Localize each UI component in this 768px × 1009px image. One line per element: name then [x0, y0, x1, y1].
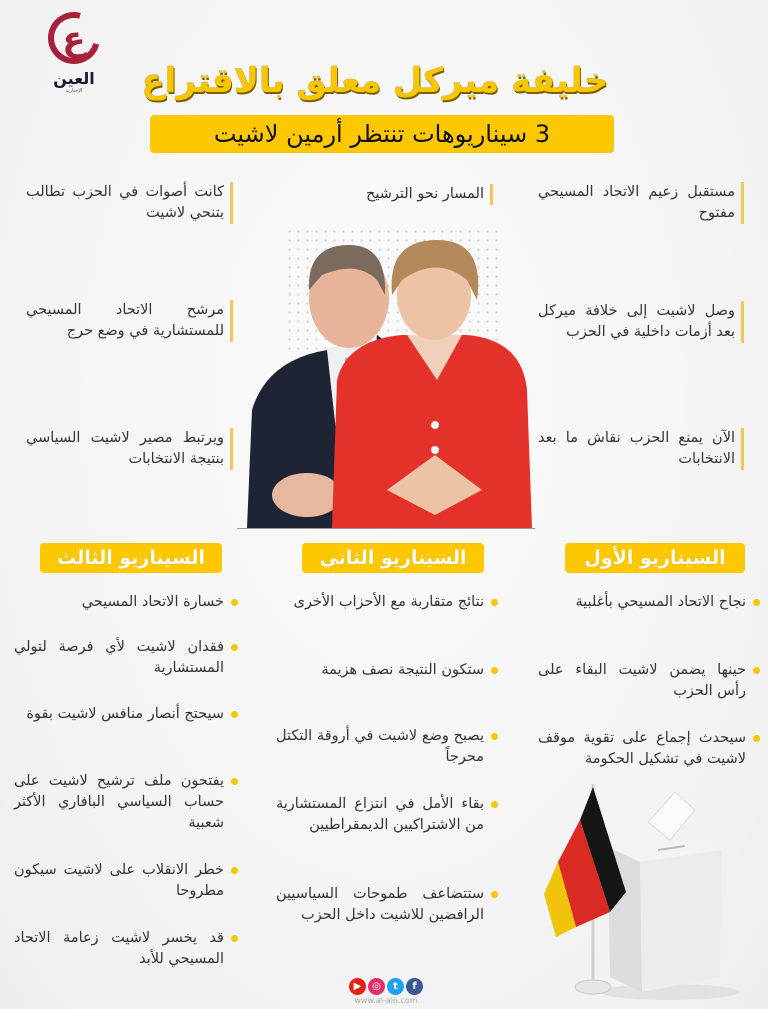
left-note: ويرتبط مصير لاشيت السياسي بنتيجة الانتخابات: [26, 428, 233, 470]
bullet-dot-icon: [753, 735, 760, 742]
bullet-dot-icon: [231, 935, 238, 942]
bullet-dot-icon: [231, 599, 238, 606]
left-note: كانت أصوات في الحزب تطالب بتنحي لاشيت: [26, 182, 233, 224]
bullet-dot-icon: [231, 644, 238, 651]
scenario-3-item: فقدان لاشيت لأي فرصة لتولي المستشارية: [14, 637, 224, 679]
scenario-2-item: بقاء الأمل في انتزاع المستشارية من الاشتراكيين الديمقراطيين: [276, 794, 484, 836]
scenario-2-item: يصبح وضع لاشيت في أروقة التكتل محرجاً: [276, 726, 484, 768]
scenario-2-item: ستتضاعف طموحات السياسيين الرافضين للاشيت داخل الحزب: [276, 884, 484, 926]
scenario-1-item: سيحدث إجماع على تقوية موقف لاشيت في تشكيل الحكومة: [538, 728, 746, 770]
logo-glyph: ع: [62, 19, 86, 59]
bullet-dot-icon: [491, 599, 498, 606]
scenario-3-item: خطر الانقلاب على لاشيت سيكون مطروحا: [14, 860, 224, 902]
photo-laschet-merkel: [237, 240, 535, 528]
scenario-3-item: سيحتج أنصار منافس لاشيت بقوة: [14, 704, 224, 725]
scenario-1-header: السيناريو الأول: [565, 543, 745, 573]
scenario-1-item: نجاح الاتحاد المسيحي بأغلبية: [538, 592, 746, 613]
facebook-icon[interactable]: f: [406, 978, 423, 995]
scenario-3-item: خسارة الاتحاد المسيحي: [14, 592, 224, 613]
bullet-dot-icon: [491, 891, 498, 898]
right-note: مستقبل زعيم الاتحاد المسيحي مفتوح: [538, 182, 744, 224]
bullet-dot-icon: [231, 867, 238, 874]
website-url[interactable]: www.al-ain.com: [354, 996, 418, 1005]
scenario-1-item: حينها يضمن لاشيت البقاء على رأس الحزب: [538, 660, 746, 702]
scenario-2-item: ستكون النتيجة نصف هزيمة: [276, 660, 484, 681]
twitter-icon[interactable]: t: [387, 978, 404, 995]
page-subtitle: 3 سيناريوهات تنتظر أرمين لاشيت: [150, 115, 614, 153]
instagram-icon[interactable]: ◎: [368, 978, 385, 995]
bullet-dot-icon: [753, 599, 760, 606]
center-label: المسار نحو الترشيح: [280, 184, 493, 205]
bullet-dot-icon: [491, 733, 498, 740]
logo-subtext: الإخبارية: [65, 88, 83, 94]
scenario-3-item: يفتحون ملف ترشيح لاشيت على حساب السياسي البافاري الأكثر شعبية: [14, 771, 224, 834]
scenario-2-item: نتائج متقاربة مع الأحزاب الأخرى: [276, 592, 484, 613]
bullet-dot-icon: [753, 667, 760, 674]
scenario-3-item: قد يخسر لاشيت زعامة الاتحاد المسيحي للأبد: [14, 928, 224, 970]
logo-text: العين: [53, 69, 95, 88]
left-note: مرشح الاتحاد المسيحي للمستشارية في وضع حرج: [26, 300, 233, 342]
flag-ballot-illustration: [530, 782, 740, 1002]
bullet-dot-icon: [491, 667, 498, 674]
scenario-3-header: السيناريو الثالث: [40, 543, 222, 573]
bullet-dot-icon: [231, 778, 238, 785]
photo-baseline: [237, 528, 535, 529]
social-links: [348, 978, 424, 996]
bullet-dot-icon: [491, 801, 498, 808]
youtube-icon[interactable]: ▶: [349, 978, 366, 995]
page-title: خليفة ميركل معلق بالاقتراع: [141, 61, 609, 101]
al-ain-logo[interactable]: [44, 10, 108, 100]
bullet-dot-icon: [231, 711, 238, 718]
right-note: وصل لاشيت إلى خلافة ميركل بعد أزمات داخلية في الحزب: [538, 301, 744, 343]
scenario-2-header: السيناريو الثاني: [302, 543, 484, 573]
right-note: الآن يمنع الحزب نقاش ما بعد الانتخابات: [538, 428, 744, 470]
